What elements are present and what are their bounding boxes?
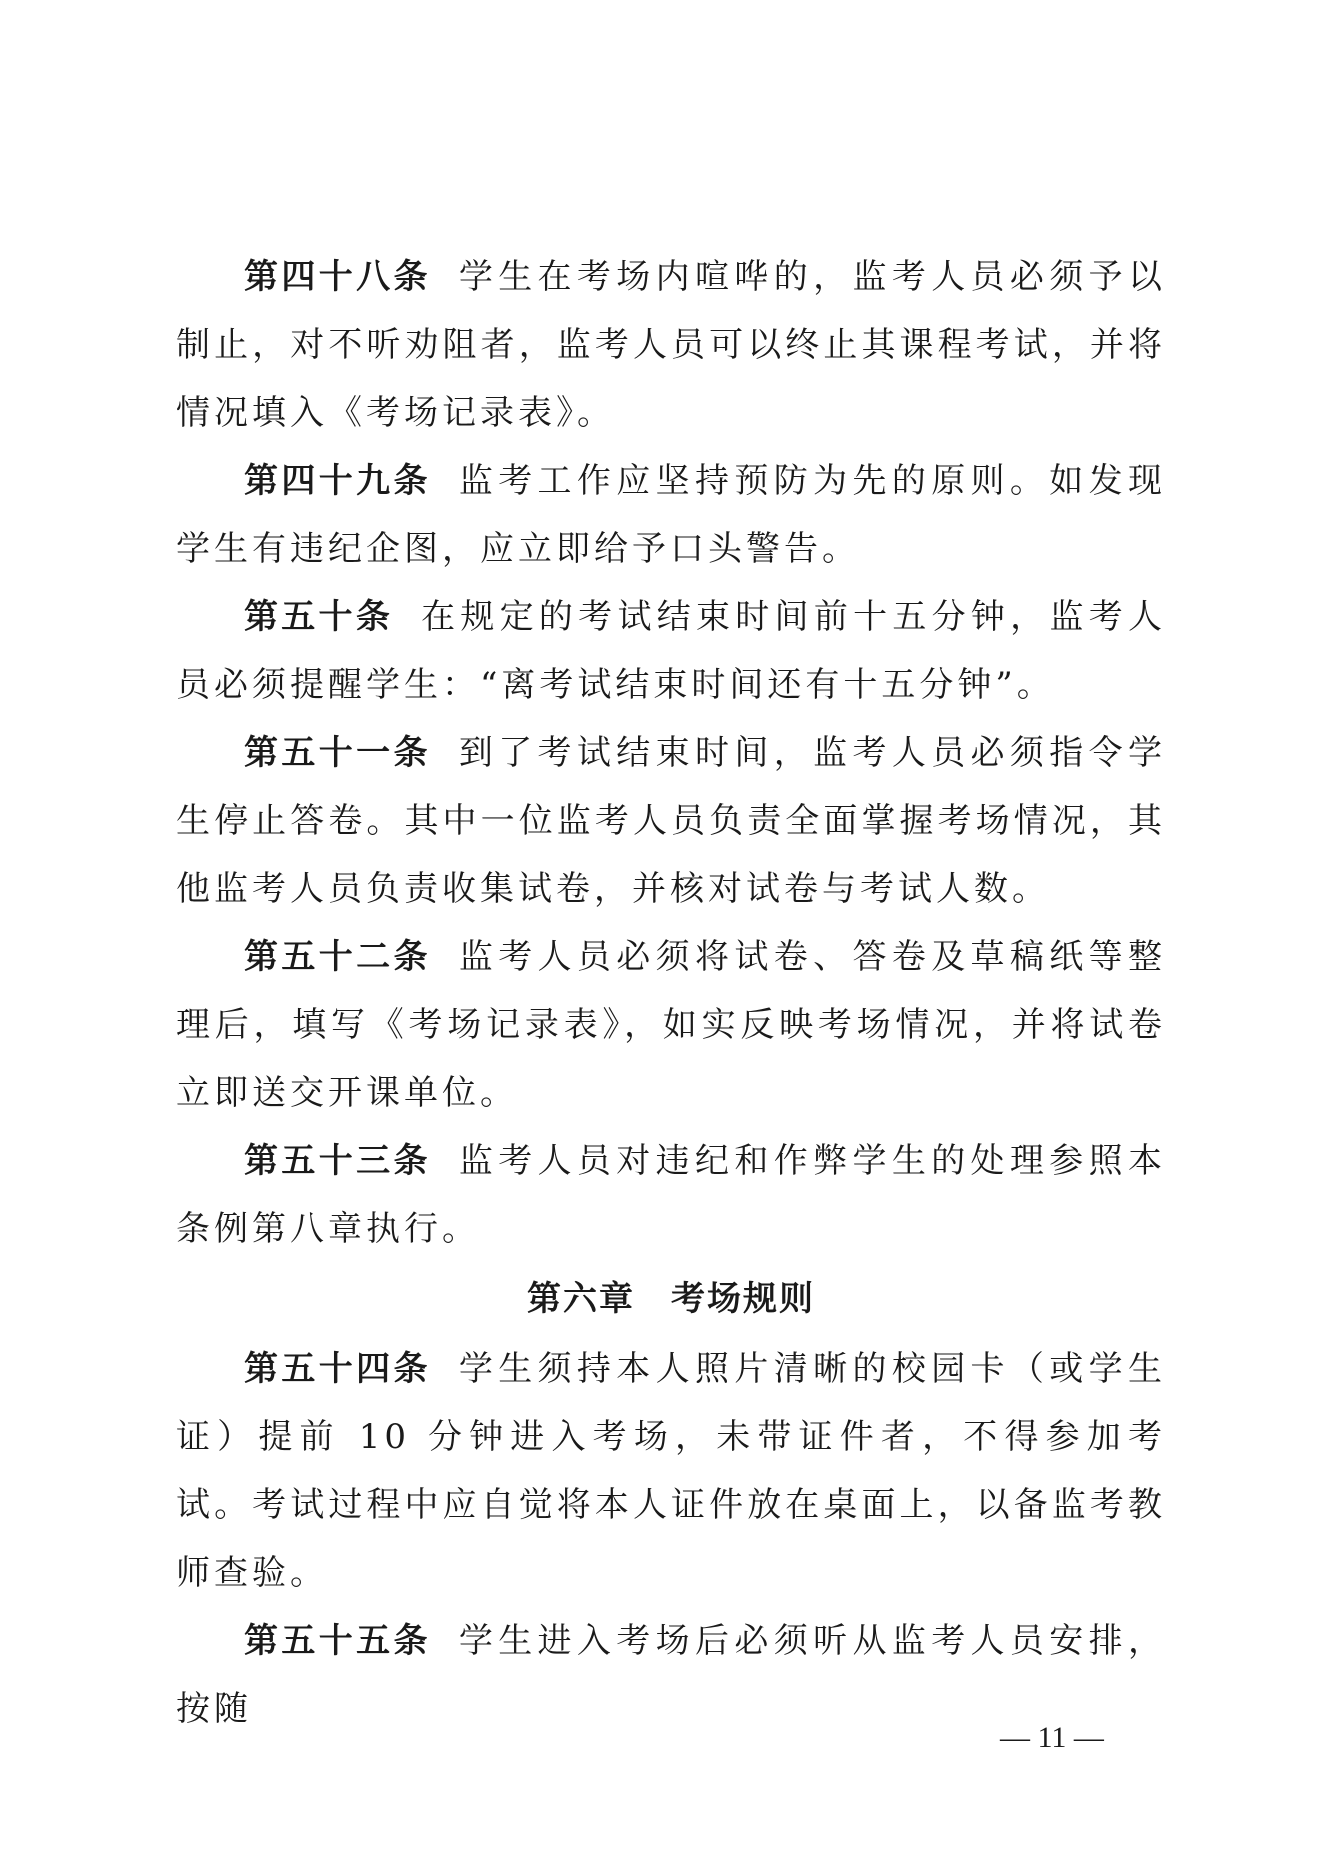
article-label: 第四十九条 [244, 461, 431, 501]
article-text: 在规定的考试结束时间前十五分钟，监考人员必须提醒学生：“离考试结束时间还有十五分钟”。 [176, 597, 1167, 705]
article-text: 监考人员对违纪和作弊学生的处理参照本条例第八章执行。 [176, 1141, 1167, 1249]
article-text: 监考人员必须将试卷、答卷及草稿纸等整理后，填写《考场记录表》，如实反映考场情况，并将试卷立即送交开课单位。 [176, 937, 1167, 1113]
article-54 [176, 1335, 1166, 1607]
article-text: 学生在考场内喧哗的，监考人员必须予以制止，对不听劝阻者，监考人员可以终止其课程考试，并将情况填入《考场记录表》。 [176, 257, 1167, 433]
article-52 [176, 923, 1166, 1127]
article-48 [176, 243, 1166, 447]
article-text: 到了考试结束时间，监考人员必须指令学生停止答卷。其中一位监考人员负责全面掌握考场情况，其他监考人员负责收集试卷，并核对试卷与考试人数。 [176, 733, 1167, 909]
article-label: 第五十条 [244, 597, 394, 637]
article-text: 学生须持本人照片清晰的校园卡（或学生证）提前 10 分钟进入考场，未带证件者，不得参加考试。考试过程中应自觉将本人证件放在桌面上，以备监考教师查验。 [176, 1349, 1167, 1593]
article-label: 第五十五条 [244, 1621, 431, 1661]
page-number: — 11 — [1000, 1721, 1104, 1754]
article-label: 第五十四条 [244, 1349, 431, 1389]
article-label: 第五十三条 [244, 1141, 431, 1181]
article-label: 第四十八条 [244, 257, 431, 297]
article-text: 学生进入考场后必须听从监考人员安排，按随 [176, 1621, 1167, 1729]
chapter-heading [176, 1265, 1166, 1333]
article-label: 第五十二条 [244, 937, 431, 977]
chapter-title: 考场规则 [671, 1279, 815, 1319]
article-53 [176, 1127, 1166, 1263]
chapter-number: 第六章 [527, 1279, 635, 1319]
article-50 [176, 583, 1166, 719]
article-text: 监考工作应坚持预防为先的原则。如发现学生有违纪企图，应立即给予口头警告。 [176, 461, 1167, 569]
article-label: 第五十一条 [244, 733, 431, 773]
article-49 [176, 447, 1166, 583]
article-51 [176, 719, 1166, 923]
page-body [176, 243, 1166, 1743]
